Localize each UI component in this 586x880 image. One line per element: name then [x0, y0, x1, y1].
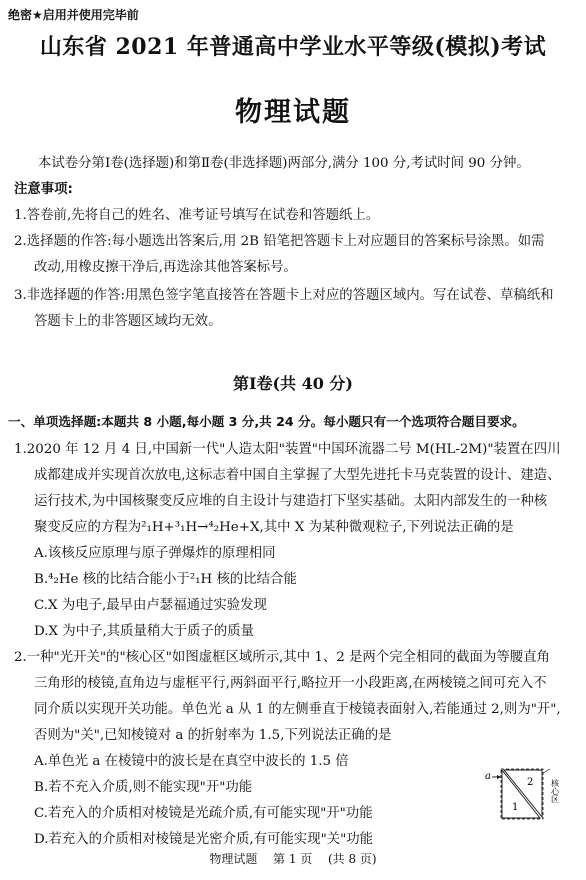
note-line: 2.选择题的作答:每小题选出答案后,用 2B 铅笔把答题卡上对应题目的答案标号涂黑。如需	[14, 234, 545, 249]
question-2-option-a: A.单色光 a 在棱镜中的波长是在真空中波长的 1.5 倍	[34, 754, 349, 769]
light-a-label: a	[485, 771, 491, 782]
core-label-leader	[543, 769, 550, 773]
note-line: 改动,用橡皮擦干净后,再选涂其他答案标号。	[34, 260, 297, 275]
question-1-line: 成都建成并实现首次放电,这标志着中国自主掌握了大型先进托卡马克装置的设计、建造、	[34, 468, 561, 483]
notes-heading: 注意事项:	[14, 182, 73, 197]
page-footer	[0, 850, 586, 867]
prism-2	[504, 770, 542, 817]
question-1-option-c: C.X 为电子,最早由卢瑟福通过实验发现	[34, 598, 267, 613]
question-1-line: 聚变反应的方程为²₁H+³₁H→⁴₂He+X,其中 X 为某种微观粒子,下列说法正确的是	[34, 520, 514, 535]
question-1-option-d: D.X 为中子,其质量稍大于质子的质量	[34, 624, 255, 639]
footer-page: 第 1 页	[273, 852, 313, 866]
section-instruction: 一、单项选择题:本题共 8 小题,每小题 3 分,共 24 分。每小题只有一个选项符合题目要求。	[8, 414, 525, 429]
footer-subject: 物理试题	[209, 852, 258, 866]
question-2-line: 三角形的棱镜,直角边与虚框平行,两斜面平行,略拉开一小段距离,在两棱镜之间可充入不	[34, 676, 547, 691]
subject-title: 物理试题	[235, 97, 351, 128]
question-2-line: 否则为"关",已知棱镜对 a 的折射率为 1.5,下列说法正确的是	[34, 728, 392, 743]
prism-diagram	[484, 765, 566, 825]
secret-mark: 绝密★启用并使用完毕前	[8, 8, 139, 22]
section-title: 第Ⅰ卷(共 40 分)	[232, 374, 354, 393]
note-line: 1.答卷前,先将自己的姓名、准考证号填写在试卷和答题纸上。	[14, 208, 380, 223]
question-1-option-b: B.⁴₂He 核的比结合能小于²₁H 核的比结合能	[34, 572, 297, 587]
note-line: 3.非选择题的作答:用黑色签字笔直接答在答题卡上对应的答题区域内。写在试卷、草稿纸和	[14, 288, 554, 303]
question-1-line: 1.2020 年 12 月 4 日,中国新一代"人造太阳"装置"中国环流器二号 M(HL-2M)"装置在四川	[14, 442, 561, 457]
intro-text: 本试卷分第Ⅰ卷(选择题)和第Ⅱ卷(非选择题)两部分,满分 100 分,考试时间 90 分钟。	[38, 156, 530, 171]
footer-total: (共 8 页)	[327, 852, 377, 866]
core-zone-label: 核心区	[550, 779, 560, 803]
question-2-option-b: B.若不充入介质,则不能实现"开"功能	[34, 780, 253, 795]
prism-1	[502, 770, 540, 818]
exam-title: 山东省 2021 年普通高中学业水平等级(模拟)考试	[39, 34, 547, 60]
question-1-option-a: A.该核反应原理与原子弹爆炸的原理相同	[34, 546, 276, 561]
question-2-option-d: D.若充入的介质相对棱镜是光密介质,有可能实现"关"功能	[34, 832, 374, 847]
question-2-option-c: C.若充入的介质相对棱镜是光疏介质,有可能实现"开"功能	[34, 806, 373, 821]
note-line: 答题卡上的非答题区域均无效。	[34, 314, 222, 329]
prism-1-label: 1	[512, 802, 519, 813]
ray-arrow-icon	[497, 775, 501, 779]
question-2-line: 同介质以实现开关功能。单色光 a 从 1 的左侧垂直于棱镜表面射入,若能通过 2,则为"开",	[34, 702, 561, 717]
question-1-line: 运行技术,为中国核聚变反应堆的自主设计与建造打下坚实基础。太阳内部发生的一种核	[34, 494, 548, 509]
question-2-line: 2.一种"光开关"的"核心区"如图虚框区域所示,其中 1、2 是两个完全相同的截面为等腰直角	[14, 650, 550, 665]
prism-2-label: 2	[527, 777, 534, 788]
